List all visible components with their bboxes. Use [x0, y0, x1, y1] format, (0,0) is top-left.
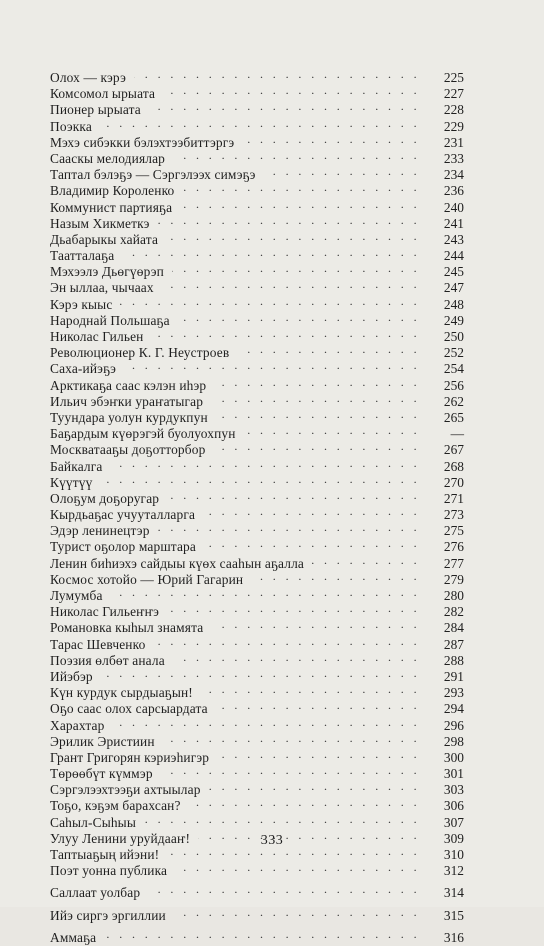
- toc-entry-page: 294: [443, 701, 464, 717]
- toc-entry-title: Саллаат уолбар: [50, 885, 141, 901]
- toc-entry-title: Ийэ сиргэ эргиллии: [50, 907, 166, 923]
- dot-leader: [122, 244, 420, 260]
- toc-entry-page: 291: [443, 668, 464, 684]
- dot-leader: [211, 390, 420, 406]
- toc-entry-page: 244: [443, 248, 464, 264]
- dot-leader: [214, 374, 420, 390]
- toc-entry-page: 248: [443, 296, 464, 312]
- dot-leader: [178, 309, 420, 325]
- table-of-contents: [50, 66, 464, 945]
- toc-entry-title: Лумумба: [50, 588, 103, 603]
- toc-entry-page: 250: [443, 329, 464, 344]
- toc-entry-title: Таптал бэлэҕэ — Сэргэлээх симэҕэ: [50, 167, 256, 183]
- toc-entry-title: Оҕо саас олох сарсыардата: [50, 701, 208, 717]
- toc-entry-title: Төрөөбүт күммэр: [50, 766, 153, 782]
- dot-leader: [167, 600, 420, 616]
- toc-entry-page: 271: [443, 490, 464, 506]
- toc-entry: [50, 455, 464, 474]
- dot-leader: [211, 616, 420, 632]
- dot-leader: [213, 438, 420, 454]
- dot-leader: [242, 131, 420, 147]
- page-number: 333: [260, 833, 284, 848]
- toc-entry-title: Коммунист партияҕа: [50, 199, 173, 215]
- toc-entry-page: 279: [443, 571, 464, 587]
- toc-entry-page: 275: [443, 523, 464, 539]
- toc-entry-page: 270: [443, 474, 464, 490]
- toc-entry-title: Харахтар: [50, 717, 105, 733]
- toc-entry-title: Поэкка: [50, 118, 92, 134]
- dot-leader: [172, 260, 420, 276]
- dot-leader: [124, 357, 420, 373]
- dot-leader: [112, 714, 420, 730]
- toc-entry-title: Арктикаҕа саас кэлэн иһэр: [50, 377, 207, 393]
- toc-entry-page: 296: [443, 717, 464, 733]
- toc-entry: [50, 881, 464, 901]
- dot-leader: [104, 926, 420, 942]
- toc-entry-title: Кырдьаҕас учууталларга: [50, 507, 196, 523]
- toc-entry-title: Күүтүү: [50, 474, 93, 490]
- toc-entry-page: 262: [443, 393, 464, 409]
- toc-entry: [50, 131, 464, 150]
- toc-entry-page: 288: [443, 652, 464, 668]
- toc-entry: [50, 600, 464, 620]
- toc-entry-page: 280: [443, 588, 464, 603]
- toc-entry-page: 254: [443, 361, 464, 377]
- toc-entry-title: Күн курдук сырдыаҕын!: [50, 685, 193, 701]
- toc-entry-page: 229: [443, 118, 464, 134]
- dot-leader: [312, 552, 420, 568]
- toc-entry-title: Аммаҕа: [50, 929, 97, 945]
- dot-leader: [149, 98, 420, 114]
- toc-entry-title: Мэхэ сибэкки бэлэхтээбиттэргэ: [50, 134, 235, 150]
- dot-leader: [166, 228, 420, 244]
- toc-entry-title: Турист оҕолор марштара: [50, 539, 196, 555]
- dot-leader: [209, 778, 420, 794]
- toc-entry-title: Дьабарыкы хайата: [50, 231, 159, 247]
- dot-leader: [101, 665, 420, 681]
- toc-entry-page: 267: [443, 442, 464, 458]
- toc-entry-page: 252: [443, 345, 464, 361]
- dot-leader: [163, 730, 420, 746]
- toc-entry-page: 243: [443, 231, 464, 247]
- toc-entry-title: Ильич эбэҥки ураҥатыгар: [50, 393, 204, 409]
- toc-entry: [50, 487, 464, 506]
- toc-entry-page: 265: [443, 409, 464, 425]
- toc-entry-page: 256: [443, 377, 464, 393]
- dot-leader: [203, 503, 420, 519]
- dot-leader: [167, 487, 420, 503]
- toc-entry-title: Поэт уонна публика: [50, 863, 168, 879]
- toc-entry-title: Комсомол ырыата: [50, 86, 156, 102]
- toc-entry-page: 284: [443, 620, 464, 636]
- toc-entry-page: 268: [443, 458, 464, 474]
- dot-leader: [100, 471, 420, 487]
- dot-leader: [201, 681, 420, 697]
- toc-entry-title: Назым Хикметкэ: [50, 215, 150, 231]
- toc-entry-page: 234: [443, 167, 464, 183]
- toc-entry-page: 231: [443, 134, 464, 150]
- toc-entry-title: Грант Григорян кэриэһигэр: [50, 749, 210, 765]
- toc-entry-title: Пионер ырыата: [50, 102, 141, 118]
- toc-entry-page: 273: [443, 507, 464, 523]
- toc-entry: [50, 730, 464, 749]
- toc-entry-title: Николас Гильеҥҥэ: [50, 604, 160, 620]
- toc-entry: [50, 926, 464, 945]
- dot-leader: [153, 633, 420, 649]
- dot-leader: [174, 904, 420, 920]
- toc-entry-page: 240: [443, 199, 464, 215]
- dot-leader: [100, 115, 420, 131]
- toc-entry-page: 293: [443, 685, 464, 701]
- dot-leader: [158, 212, 420, 228]
- toc-entry-title: Баҕардым күөрэгэй буолуохпун: [50, 426, 236, 442]
- toc-entry-title: Олох — кэрэ: [50, 70, 126, 85]
- toc-entry-page: 287: [443, 636, 464, 652]
- dot-leader: [180, 196, 420, 212]
- toc-entry-title: Эрилик Эристиин: [50, 733, 155, 749]
- toc-entry: [50, 665, 464, 684]
- toc-entry-page: 300: [443, 749, 464, 765]
- dot-leader: [264, 163, 420, 179]
- toc-entry-page: 315: [443, 907, 464, 923]
- toc-entry-title: Поэзия өлбөт анала: [50, 652, 165, 668]
- dot-leader: [134, 66, 420, 82]
- dot-leader: [144, 811, 420, 827]
- toc-entry-page: 310: [443, 847, 464, 862]
- toc-entry-page: 245: [443, 264, 464, 280]
- toc-entry-title: Ленин биһиэхэ сайдыы күөх сааһын аҕалла: [50, 555, 305, 571]
- toc-entry-page: 307: [443, 814, 464, 830]
- toc-entry: [50, 66, 464, 85]
- toc-entry-title: Кэрэ кыыс: [50, 296, 113, 312]
- dot-leader: [217, 746, 420, 762]
- toc-entry-page: 228: [443, 102, 464, 118]
- toc-entry-page: —: [450, 426, 464, 442]
- toc-entry-page: 282: [443, 604, 464, 620]
- dot-leader: [204, 535, 420, 551]
- toc-entry-title: Таптыаҕың ийэни!: [50, 847, 160, 862]
- toc-entry-title: Мэхээлэ Дьөгүөрэп: [50, 264, 164, 280]
- toc-entry-page: 316: [443, 929, 464, 945]
- toc-entry-title: Эн ыллаа, чычаах: [50, 280, 154, 296]
- toc-entry-page: 233: [443, 150, 464, 166]
- toc-entry-title: Улуу Ленини уруйдааҥ!: [50, 830, 191, 846]
- toc-entry-title: Саха-ийэҕэ: [50, 361, 117, 377]
- toc-entry-page: 298: [443, 733, 464, 749]
- toc-entry-title: Тоҕо, кэҕэм барахсан?: [50, 798, 181, 814]
- toc-entry: [50, 904, 464, 923]
- toc-entry-title: Сааскы мелодиялар: [50, 150, 166, 166]
- toc-entry-title: Владимир Короленко: [50, 183, 175, 199]
- toc-entry-page: 314: [443, 885, 464, 901]
- dot-leader: [244, 422, 420, 438]
- toc-entry-title: Романовка кыһыл знамята: [50, 620, 204, 636]
- toc-entry-page: 303: [443, 782, 464, 798]
- dot-leader: [251, 568, 420, 584]
- dot-leader: [158, 519, 420, 535]
- dot-leader: [216, 697, 420, 713]
- dot-leader: [216, 406, 420, 422]
- toc-entry-title: Сэргэлээхтээҕи ахтыылар: [50, 782, 201, 798]
- dot-leader: [152, 325, 421, 341]
- toc-entry-title: Эдэр ленинецтэр: [50, 523, 150, 539]
- toc-entry-page: 306: [443, 798, 464, 814]
- dot-leader: [182, 179, 420, 195]
- toc-entry-page: 247: [443, 280, 464, 296]
- dot-leader: [111, 584, 420, 600]
- toc-entry-page: 241: [443, 215, 464, 231]
- dot-leader: [161, 762, 420, 778]
- toc-entry-title: Космос хотойо — Юрий Гагарин: [50, 571, 244, 587]
- dot-leader: [173, 147, 420, 163]
- dot-leader: [110, 455, 420, 471]
- toc-entry-page: 301: [443, 766, 464, 782]
- toc-entry-title: Николас Гильен: [50, 329, 144, 344]
- toc-entry: [50, 714, 464, 733]
- dot-leader: [120, 293, 420, 309]
- toc-entry-page: 225: [443, 70, 464, 85]
- dot-leader: [148, 881, 420, 897]
- toc-entry-title: Туундара уолун курдукпун: [50, 409, 208, 425]
- dot-leader: [237, 341, 420, 357]
- dot-leader: [163, 82, 420, 98]
- toc-entry-page: 312: [443, 863, 464, 879]
- toc-entry-page: 227: [443, 86, 464, 102]
- toc-entry-title: Революционер К. Г. Неустроев: [50, 345, 230, 361]
- toc-entry-title: Народнай Польшаҕа: [50, 312, 170, 328]
- toc-entry-page: 277: [443, 555, 464, 571]
- toc-entry-title: Москватааҕы доҕотторбор: [50, 442, 206, 458]
- dot-leader: [162, 276, 420, 292]
- toc-entry-page: 309: [443, 830, 464, 846]
- dot-leader: [173, 649, 420, 665]
- toc-entry-title: Таатталаҕа: [50, 248, 115, 264]
- dot-leader: [189, 794, 420, 810]
- toc-entry-page: 236: [443, 183, 464, 199]
- toc-entry-title: Байкалга: [50, 458, 103, 474]
- toc-entry-page: 276: [443, 539, 464, 555]
- toc-entry-page: 249: [443, 312, 464, 328]
- toc-entry: [50, 584, 464, 603]
- toc-entry: [50, 115, 464, 134]
- toc-entry-title: Тарас Шевченко: [50, 636, 146, 652]
- dot-leader: [175, 859, 420, 875]
- toc-entry-title: Саһыл-Сыһыы: [50, 814, 136, 830]
- toc-entry-title: Олоҕум доҕоругар: [50, 490, 160, 506]
- toc-entry-title: Ийэбэр: [50, 668, 93, 684]
- toc-entry: [50, 471, 464, 490]
- toc-entry: [50, 681, 464, 701]
